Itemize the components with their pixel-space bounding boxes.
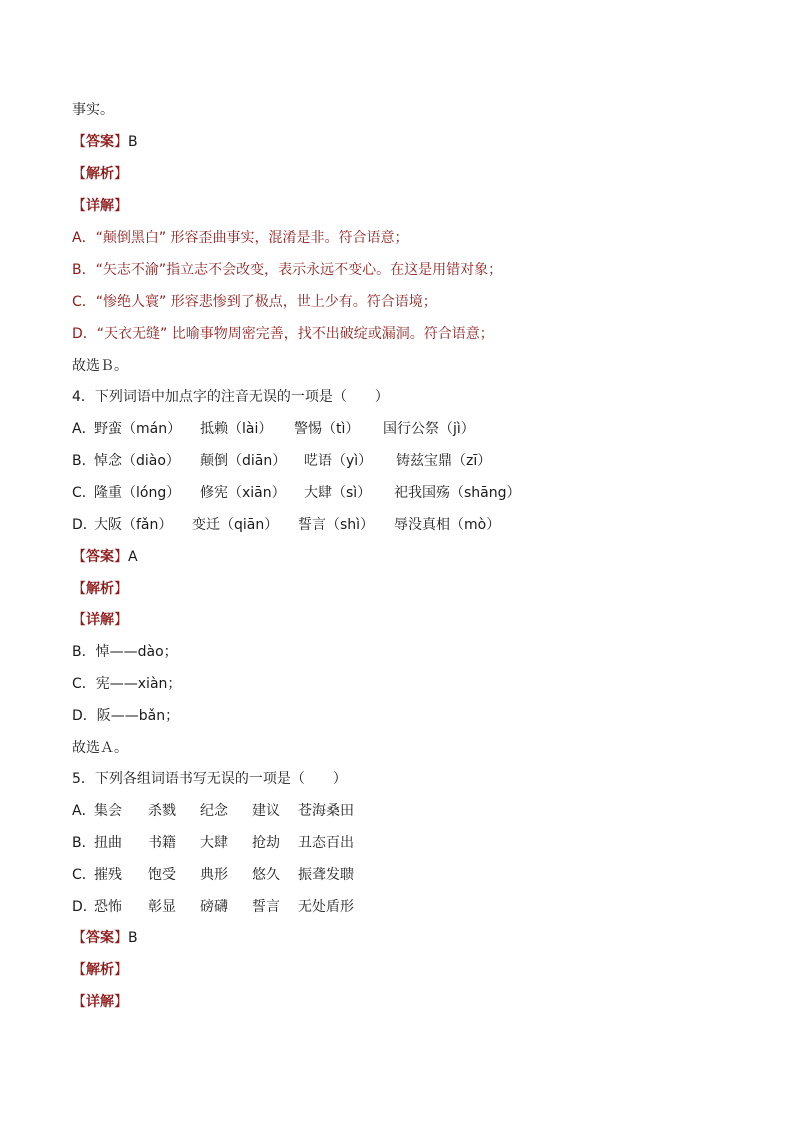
option-word: 铸兹宝鼎（zī） [396,453,492,469]
bracket-open: 【 [72,134,86,150]
option-word: 大肆 [200,835,228,851]
analysis-tag [72,164,128,184]
option-word: 纪念 [200,803,228,819]
option-word: 悠久 [252,867,280,883]
analysis-tag [72,579,128,599]
explanation-c: C．“惨绝人寰” 形容悲惨到了极点，世上少有。符合语境； [72,294,437,310]
option-word: 大阪（fǎn） [94,517,173,533]
bracket-close: 】 [114,930,128,946]
bracket-open: 【 [72,962,86,978]
answer-value: B [128,930,138,946]
explanation-d: D．阪——bǎn； [72,708,180,724]
option-word: 呓语（yì） [304,453,373,469]
option-word: 警惕（tì） [294,421,360,437]
bracket-open: 【 [72,549,86,565]
text-line: 事实。 [72,102,114,118]
option-word: 野蛮（mán） [94,421,182,437]
option-word: 彰显 [148,899,176,915]
conclusion: 故选Ａ。 [72,740,128,756]
detail-label: 详解 [86,198,114,214]
option-word: 变迁（qiān） [192,517,279,533]
conclusion: 故选Ｂ。 [72,358,128,374]
detail-tag [72,196,128,216]
option-word: 振聋发聩 [298,867,354,883]
option-word: 抢劫 [252,835,280,851]
detail-tag [72,992,128,1012]
option-word: 典形 [200,867,228,883]
bracket-open: 【 [72,166,86,182]
bracket-close: 】 [114,962,128,978]
bracket-open: 【 [72,930,86,946]
answer-tag [72,928,138,948]
question-5: 5．下列各组词语书写无误的一项是（ ） [72,771,347,787]
option-letter: C． [72,867,96,883]
option-word: 丑态百出 [298,835,354,851]
option-word: 大肆（sì） [304,485,372,501]
option-word: 修宪（xiān） [200,485,286,501]
answer-tag [72,132,138,152]
option-word: 誓言 [252,899,280,915]
option-word: 集会 [94,803,122,819]
option-word: 建议 [252,803,280,819]
answer-label: 答案 [86,930,114,946]
explanation-b: B．悼——dào； [72,644,178,660]
answer-label: 答案 [86,549,114,565]
option-word: 颠倒（diān） [200,453,287,469]
option-word: 扭曲 [94,835,122,851]
detail-tag [72,610,128,630]
option-word: 杀戮 [148,803,176,819]
analysis-tag [72,960,128,980]
option-word: 誓言（shì） [298,517,375,533]
option-word: 抵赖（lài） [200,421,273,437]
bracket-close: 】 [114,166,128,182]
analysis-label: 解析 [86,166,114,182]
bracket-close: 】 [114,994,128,1010]
answer-value: B [128,134,138,150]
option-letter: A． [72,803,96,819]
explanation-b: B．“矢志不渝”指立志不会改变，表示永远不变心。在这是用错对象； [72,262,503,278]
option-word: 国行公祭（jì） [383,421,475,437]
option-letter: B． [72,835,96,851]
option-letter: A． [72,421,96,437]
detail-label: 详解 [86,994,114,1010]
option-word: 饱受 [148,867,176,883]
explanation-c: C．宪——xiàn； [72,676,182,692]
bracket-close: 】 [114,134,128,150]
bracket-open: 【 [72,581,86,597]
option-word: 祀我国殇（shāng） [394,485,521,501]
bracket-open: 【 [72,198,86,214]
option-letter: D． [72,517,97,533]
analysis-label: 解析 [86,962,114,978]
answer-tag [72,547,138,567]
answer-value: A [128,549,138,565]
option-letter: B． [72,453,96,469]
option-word: 磅礴 [200,899,228,915]
analysis-label: 解析 [86,581,114,597]
option-word: 摧残 [94,867,122,883]
bracket-close: 】 [114,549,128,565]
detail-label: 详解 [86,612,114,628]
bracket-open: 【 [72,994,86,1010]
option-word: 恐怖 [94,899,122,915]
explanation-a: A．“颠倒黑白” 形容歪曲事实，混淆是非。符合语意； [72,230,409,246]
bracket-close: 】 [114,612,128,628]
option-letter: C． [72,485,96,501]
option-word: 隆重（lóng） [94,485,181,501]
option-word: 悼念（diào） [94,453,180,469]
answer-label: 答案 [86,134,114,150]
option-word: 书籍 [148,835,176,851]
explanation-d: D．“天衣无缝” 比喻事物周密完善，找不出破绽或漏洞。符合语意； [72,326,494,342]
option-word: 无处盾形 [298,899,354,915]
bracket-close: 】 [114,581,128,597]
option-word: 辱没真相（mò） [394,517,501,533]
question-4: 4．下列词语中加点字的注音无误的一项是（ ） [72,389,389,405]
bracket-open: 【 [72,612,86,628]
bracket-close: 】 [114,198,128,214]
option-letter: D． [72,899,97,915]
option-word: 苍海桑田 [298,803,354,819]
